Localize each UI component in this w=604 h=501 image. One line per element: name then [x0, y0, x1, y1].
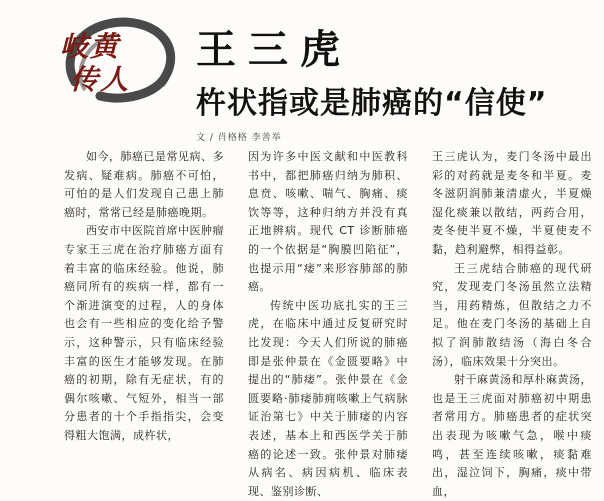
text-column-3 [432, 148, 592, 498]
paragraph: 射干麻黄汤和厚朴麻黄汤，也是王三虎面对肺癌初中期患者常用方。肺癌患者的症状突出表现为咳嗽气急，喉中痰鸣，甚至连续咳嗽，痰黏难出，湿泣饲下，胸痛，痰中带血， [432, 373, 592, 498]
article-body [64, 148, 604, 498]
paragraph: 传统中医功底扎实的王三虎，在临床中通过反复研究时比发现：今天人们所说的肺癌即是张仲景在《金匮要略》中提出的“肺痿”。张仲景在《金匮要略·肺痿肺痈咳嗽上气病脉证治第七》中关于肺痿的内容表述，基本上和西医学关于肺癌的论述一致。张仲景对肺痿从病名、病因病机、临床表现、鉴别诊断、 [248, 298, 408, 498]
paragraph: 如今，肺癌已是常见病、多发病、疑难病。肺癌不可怕，可怕的是人们发现自己患上肺癌时，常常已经是肺癌晚期。 [64, 150, 224, 219]
paragraph: 王三虎结合肺癌的现代研究，发现麦门冬汤虽然立法精当，用药精炼，但散结之力不足。他在麦门冬汤的基础上自拟了润肺散结汤（海白冬合汤），临床效果十分突出。 [432, 261, 592, 368]
paragraph: 因为许多中医文献和中医教科书中，都把肺癌归纳为肺积、息贲、咳嗽、喘气、胸痛、痰饮等等，这种归纳方并没有真正地辨病。现代 CT 诊断肺癌的一个依据是“胸膜凹陷征”，也提示用“痿”来形容肺部的肺癌。 [248, 150, 408, 294]
paragraph: 王三虎认为，麦门冬汤中最出彩的对药就是麦冬和半夏。麦冬滋阴润肺兼清虚火，半夏燥湿化痰兼以散结，两药合用，麦冬使半夏不燥，半夏使麦不黏，趋利避弊，相得益彰。 [432, 150, 592, 256]
article-person-name: 王三虎 [196, 26, 352, 73]
paragraph: 西安市中医院首席中医肿瘤专家王三虎在治疗肺癌方面有着丰富的临床经验。他说，肺癌同所有的疾病一样，都有一个渐进演变的过程，人的身体也会有一些相应的变化给予警示，这种警示，只有临床经验丰富的医生才能够发现。在肺癌的初期，除有无症状，有的偶尔咳嗽、气短外，相当一部分患者的十个手指指尖，会变得粗大饱满，成杵状， [64, 224, 224, 442]
column-logo-top: 岐黄 [60, 30, 121, 63]
author-byline: 文 / 肖格格 李善举 [196, 133, 282, 143]
text-column-2 [248, 148, 408, 498]
column-logo-bottom: 传人 [70, 63, 131, 96]
article-header [0, 0, 600, 143]
article-title: 杵状指或是肺癌的“信使” [196, 86, 548, 121]
text-column-1 [64, 148, 224, 442]
